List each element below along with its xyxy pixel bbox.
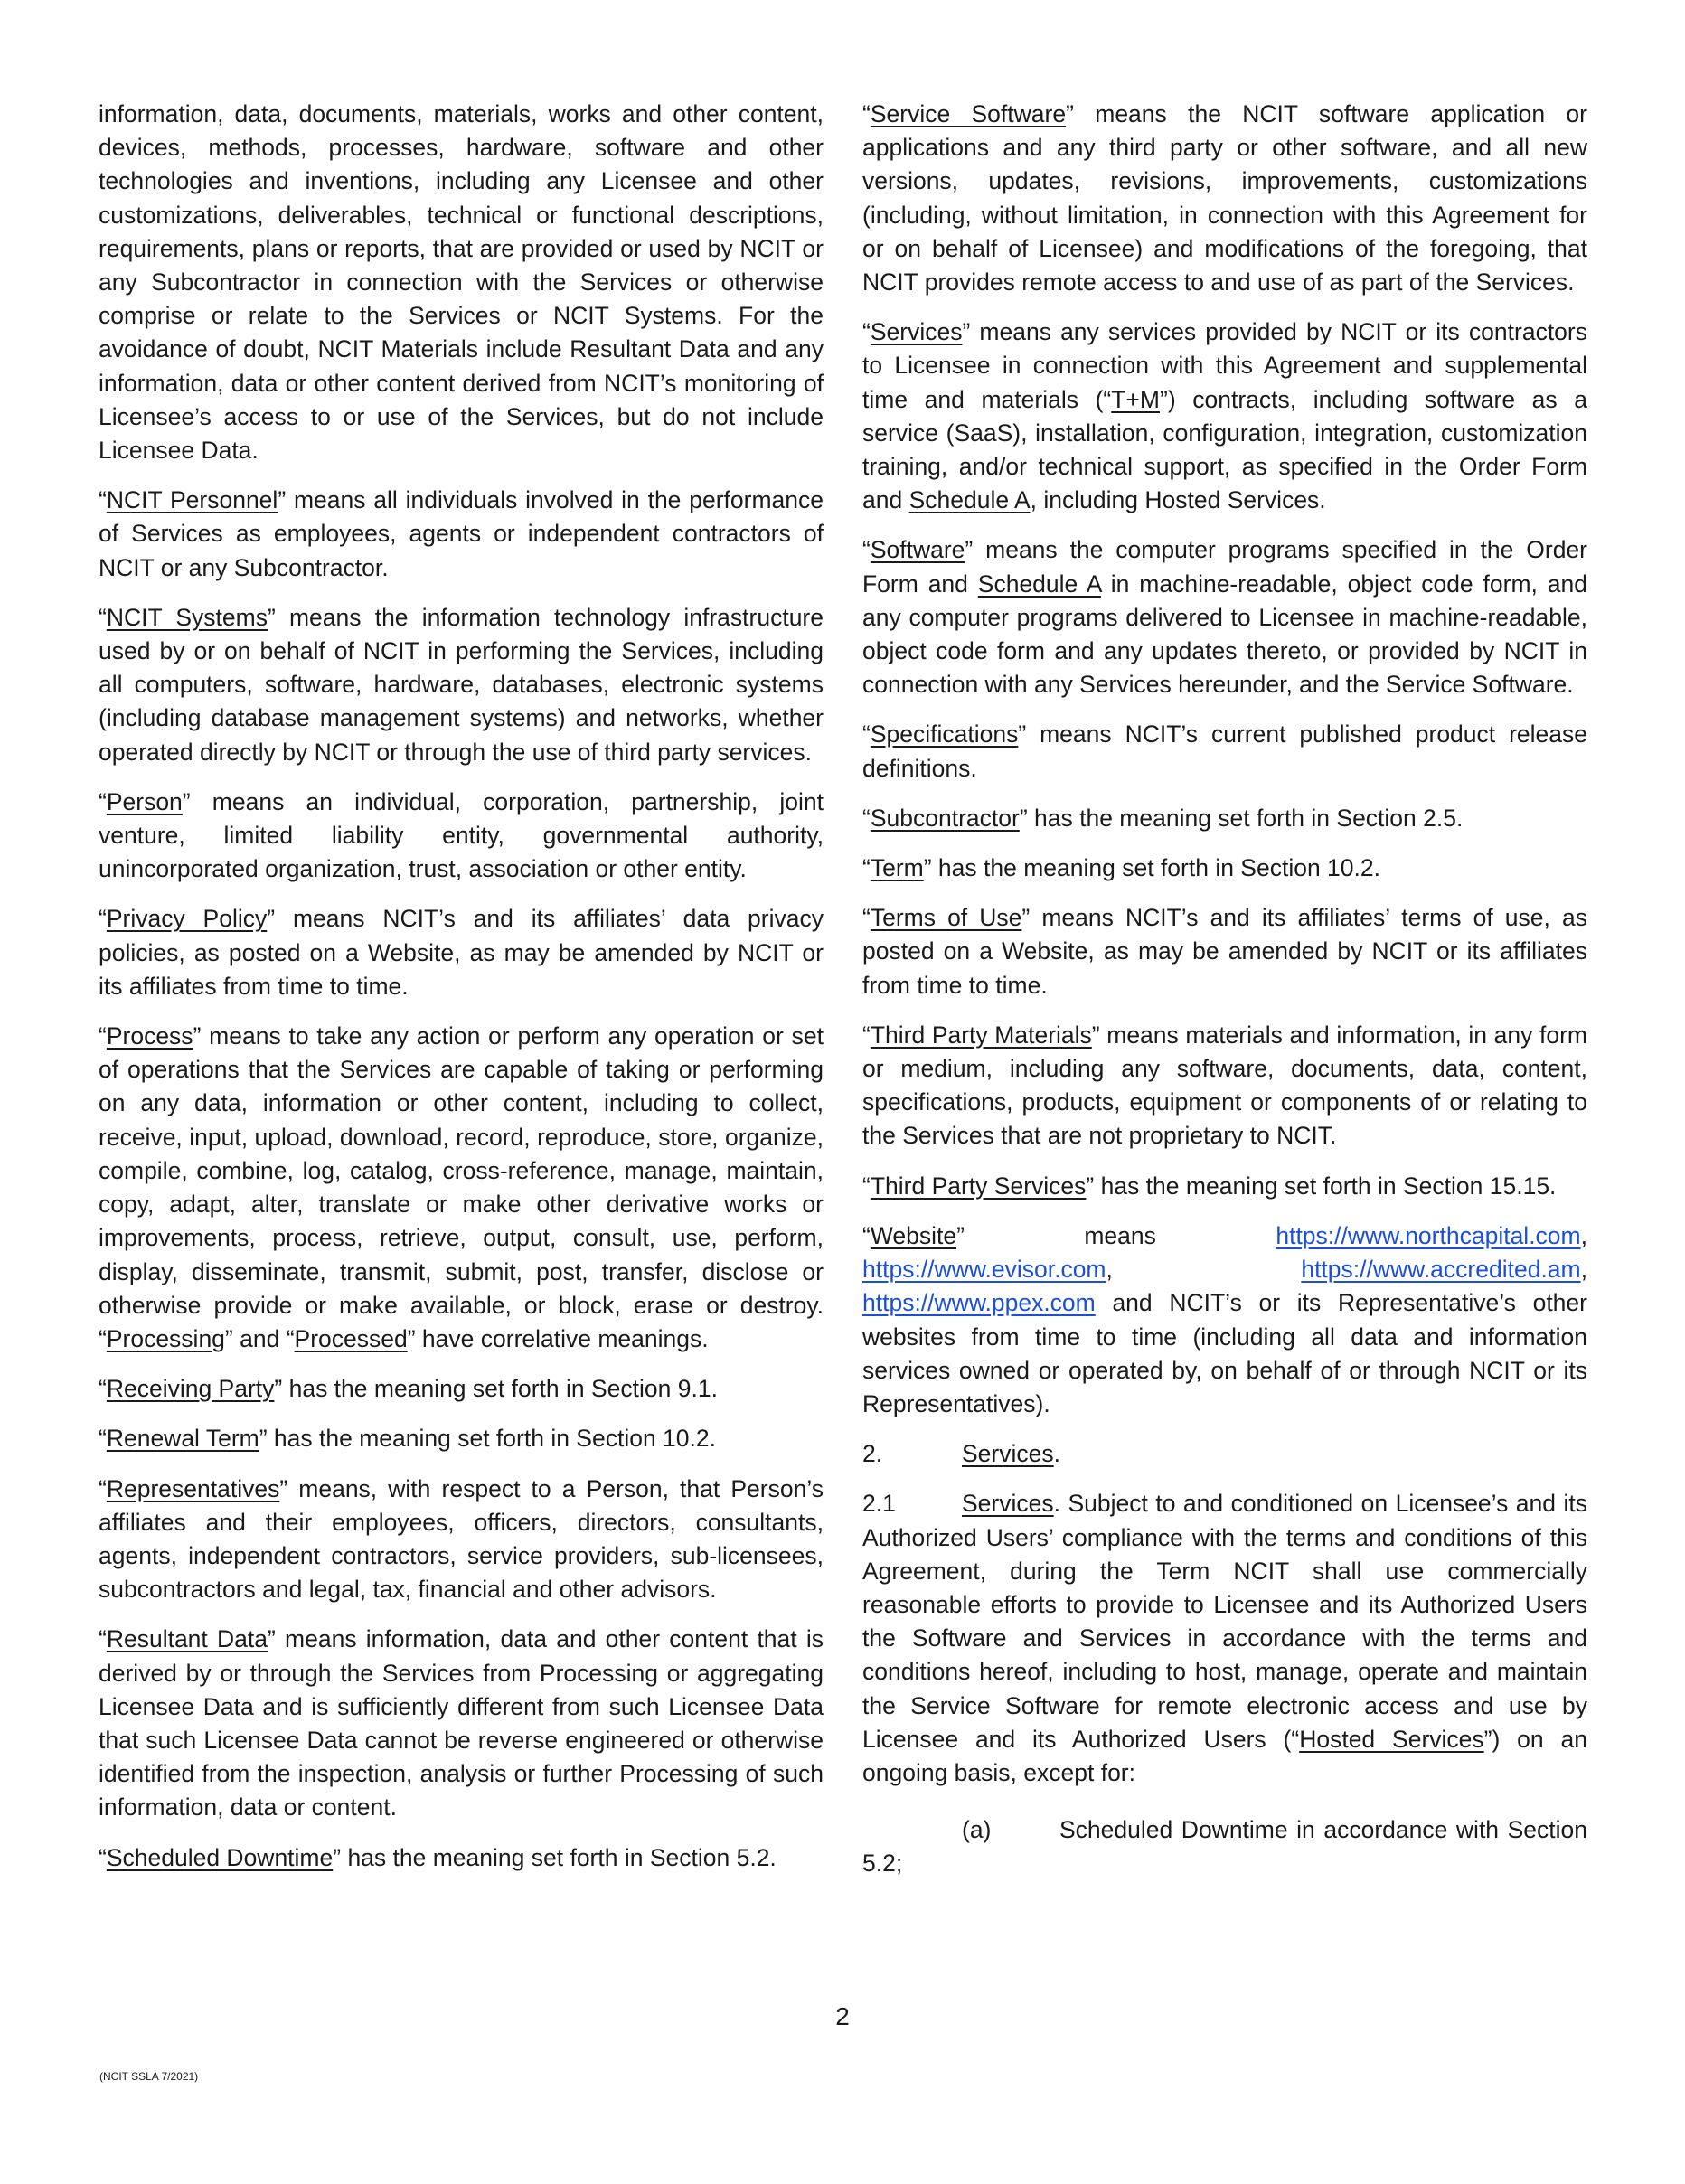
defined-term: Process [106,1022,193,1050]
defined-term: Processed [294,1324,408,1352]
defined-term: Person [106,787,183,815]
defined-term: Term [870,854,924,882]
link-evisor[interactable]: https://www.evisor.com [862,1256,1106,1284]
definition-website: “Website” means https://www.northcapital.com, https://www.evisor.com, https://www.accredited.am, https://www.ppex.com and NCIT’s or its Representative’s other websites from time to time (including all data and information services owned or operated by, on behalf of or through NCIT or its Representatives). [862,1221,1587,1417]
definition-ncit-personnel: “NCIT Personnel” means all individuals involved in the performance of Services as employees, agents or independent contractors of NCIT or any Subcontractor. [99,486,824,581]
defined-term: Processing [106,1324,225,1352]
definition-person: “Person” means an individual, corporation, partnership, joint venture, limited liability entity, governmental authority, unincorporated organization, trust, association or other entity. [99,787,824,883]
section-number: 2.1 [862,1490,896,1518]
definition-renewal-term: “Renewal Term” has the meaning set forth in Section 10.2. [99,1425,716,1453]
defined-term: Services [870,318,963,346]
definition-scheduled-downtime: “Scheduled Downtime” has the meaning set forth in Section 5.2. [99,1843,777,1871]
left-column [99,98,824,1891]
definition-specifications: “Specifications” means NCIT’s current published product release definitions. [862,720,1587,782]
section-2-1: 2.1 Services. Subject to and conditioned on Licensee’s and its Authorized Users’ compliance with the terms and conditions of this Agreement, during the Term NCIT shall use commercially reasonable efforts to provide to Licensee and its Authorized Users the Software and Services in accordance with the terms and conditions hereof, including to host, manage, operate and maintain the Service Software for remote electronic access and use by Licensee and its Authorized Users (“Hosted Services”) on an ongoing basis, except for: [862,1487,1587,1790]
defined-term: Service Software [870,100,1067,127]
ncit-materials-continuation: information, data, documents, materials, works and other content, devices, methods, processes, hardware, software and other technologies and inventions, including any Licensee and other customizations, deliverables, technical or functional descriptions, requirements, plans or reports, that are provided or used by NCIT or any Subcontractor in connection with the Services or otherwise comprise or relate to the Services or NCIT Systems. For the avoidance of doubt, NCIT Materials include Resultant Data and any information, data or other content derived from NCIT’s monitoring of Licensee’s access to or use of the Services, but do not include Licensee Data. [99,100,824,465]
definition-service-software: “Service Software” means the NCIT software application or applications and any third party or other software, and all new versions, updates, revisions, improvements, customizations (including, without limitation, in connection with this Agreement for or on behalf of Licensee) and modifications of the foregoing, that NCIT provides remote access to and use of as part of the Services. [862,100,1587,297]
definition-representatives: “Representatives” means, with respect to a Person, that Person’s affiliates and their employees, officers, directors, consultants, agents, independent contractors, service providers, sub-licensees, subcontractors and legal, tax, financial and other advisors. [99,1474,824,1604]
document-footer-tag: (NCIT SSLA 7/2021) [99,2070,199,2083]
section-2-1-item-a: (a) Scheduled Downtime in accordance with Section 5.2; [862,1813,1587,1880]
section-2-heading: 2. Services. [862,1437,1587,1471]
defined-term: Resultant Data [106,1625,268,1653]
definition-third-party-services: “Third Party Services” has the meaning set forth in Section 15.15. [862,1172,1557,1200]
defined-term: Third Party Materials [870,1021,1092,1049]
section-title: Services [962,1440,1054,1468]
defined-term: Software [870,536,965,564]
right-column [862,98,1587,1897]
definition-software: “Software” means the computer programs specified in the Order Form and Schedule A in machine-readable, object code form, and any computer programs delivered to Licensee in machine-readable, object code form and any updates thereto, or provided by NCIT in connection with any Services hereunder, and the Service Software. [862,536,1587,699]
definition-terms-of-use: “Terms of Use” means NCIT’s and its affiliates’ terms of use, as posted on a Website, as may be amended by NCIT or its affiliates from time to time. [862,904,1587,999]
defined-term: NCIT Personnel [106,486,278,514]
defined-term: Privacy Policy [106,905,268,933]
defined-term: Scheduled Downtime [106,1843,334,1871]
item-label: (a) [962,1816,992,1844]
definition-third-party-materials: “Third Party Materials” means materials and information, in any form or medium, including any software, documents, data, content, specifications, products, equipment or components of or relating to the Services that are not proprietary to NCIT. [862,1021,1587,1150]
defined-term: Hosted Services [1299,1725,1484,1753]
defined-term: NCIT Systems [106,603,268,631]
defined-term: T+M [1111,385,1160,413]
defined-term: Receiving Party [106,1375,275,1403]
definition-subcontractor: “Subcontractor” has the meaning set forth in Section 2.5. [862,804,1464,832]
schedule-reference: Schedule A [908,486,1031,514]
defined-term: Terms of Use [870,904,1022,932]
link-northcapital[interactable]: https://www.northcapital.com [1276,1221,1581,1249]
definition-term: “Term” has the meaning set forth in Section 10.2. [862,854,1380,882]
page-number: 2 [835,2002,850,2030]
definition-process: “Process” means to take any action or perform any operation or set of operations that the Services are capable of taking or performing on any data, information or other content, including to collect, receive, input, upload, download, record, reproduce, store, organize, compile, combine, log, catalog, cross-reference, manage, maintain, copy, adapt, alter, translate or make other derivative works or improvements, process, retrieve, output, consult, use, perform, display, disseminate, transmit, submit, post, transfer, disclose or otherwise provide or make available, or block, erase or destroy. “Processing” and “Processed” have correlative meanings. [99,1022,824,1352]
defined-term: Representatives [106,1474,280,1502]
defined-term: Specifications [870,720,1019,748]
schedule-reference: Schedule A [977,570,1101,598]
section-title: Services [962,1490,1054,1518]
definition-resultant-data: “Resultant Data” means information, data and other content that is derived by or through the Services from Processing or aggregating Licensee Data and is sufficiently different from such Licensee Data that such Licensee Data cannot be reverse engineered or otherwise identified from the inspection, analysis or further Processing of such information, data or content. [99,1625,824,1822]
definition-services: “Services” means any services provided by NCIT or its contractors to Licensee in connection with this Agreement and supplemental time and materials (“T+M”) contracts, including software as a service (SaaS), installation, configuration, integration, customization training, and/or technical support, as specified in the Order Form and Schedule A, including Hosted Services. [862,318,1587,514]
defined-term: Website [870,1221,957,1249]
defined-term: Third Party Services [870,1172,1087,1200]
defined-term: Subcontractor [870,804,1020,832]
defined-term: Renewal Term [106,1425,259,1453]
definition-receiving-party: “Receiving Party” has the meaning set forth in Section 9.1. [99,1375,718,1403]
definition-ncit-systems: “NCIT Systems” means the information technology infrastructure used by or on behalf of NCIT in performing the Services, including all computers, software, hardware, databases, electronic systems (including database management systems) and networks, whether operated directly by NCIT or through the use of third party services. [99,603,824,766]
section-number: 2. [862,1440,883,1468]
link-accredited[interactable]: https://www.accredited.am [1301,1256,1581,1284]
definition-privacy-policy: “Privacy Policy” means NCIT’s and its affiliates’ data privacy policies, as posted on a Website, as may be amended by NCIT or its affiliates from time to time. [99,905,824,1000]
link-ppex[interactable]: https://www.ppex.com [862,1289,1096,1317]
